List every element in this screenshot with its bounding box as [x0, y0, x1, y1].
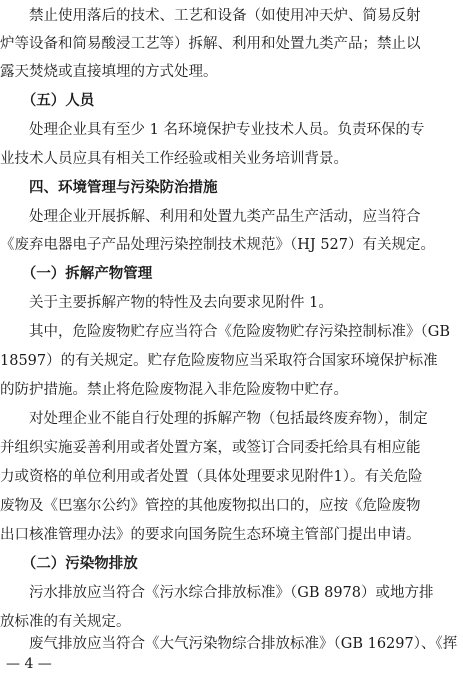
body-text-line: 废气排放应当符合《大气污染物综合排放标准》（GB 16297）、《挥 [0, 636, 458, 652]
body-text-line: 其中，危险废物贮存应当符合《危险废物贮存污染控制标准》（GB [0, 324, 450, 340]
body-text-line: 污水排放应当符合《污水综合排放标准》（GB 8978）或地方排 [0, 585, 434, 601]
section-heading: （五）人员 [0, 93, 95, 109]
body-text-line: 处理企业开展拆解、利用和处置九类产品生产活动，应当符合 [0, 209, 421, 225]
body-text-line: 业技术人员应具有相关工作经验或相关业务培训背景。 [0, 151, 348, 167]
body-text-line: 关于主要拆解产物的特性及去向要求见附件 1。 [0, 295, 333, 311]
section-heading: （二）污染物排放 [0, 556, 138, 572]
body-text-line: 放标准的有关规定。 [0, 614, 131, 630]
body-text-line: 18597）的有关规定。贮存危险废物应当采取符合国家环境保护标准 [0, 353, 438, 369]
section-heading: （一）拆解产物管理 [0, 266, 153, 282]
body-text-line: 力或资格的单位利用或者处置（具体处理要求见附件1）。有关危险 [0, 469, 423, 485]
section-heading: 四、环境管理与污染防治措施 [0, 180, 218, 196]
body-text-line: 出口核准管理办法》的要求向国务院生态环境主管部门提出申请。 [0, 527, 421, 543]
body-text-line: 《废弃电器电子产品处理污染控制技术规范》（HJ 527）有关规定。 [0, 237, 435, 253]
body-text-line: 禁止使用落后的技术、工艺和设备（如使用冲天炉、简易反射 [0, 8, 421, 24]
body-text-line: 的防护措施。禁止将危险废物混入非危险废物中贮存。 [0, 382, 348, 398]
body-text-line: 炉等设备和简易酸浸工艺等）拆解、利用和处置九类产品；禁止以 [0, 36, 421, 52]
body-text-line: 并组织实施妥善利用或者处置方案，或签订合同委托给具有相应能 [0, 440, 421, 456]
page-number: — 4 — [6, 656, 52, 672]
body-text-line: 处理企业具有至少 1 名环境保护专业技术人员。负责环保的专 [0, 122, 425, 138]
body-text-line: 废物及《巴塞尔公约》管控的其他废物拟出口的，应按《危险废物 [0, 498, 421, 514]
body-text-line: 对处理企业不能自行处理的拆解产物（包括最终废弃物），制定 [0, 411, 428, 427]
body-text-line: 露天焚烧或直接填埋的方式处理。 [0, 64, 218, 80]
